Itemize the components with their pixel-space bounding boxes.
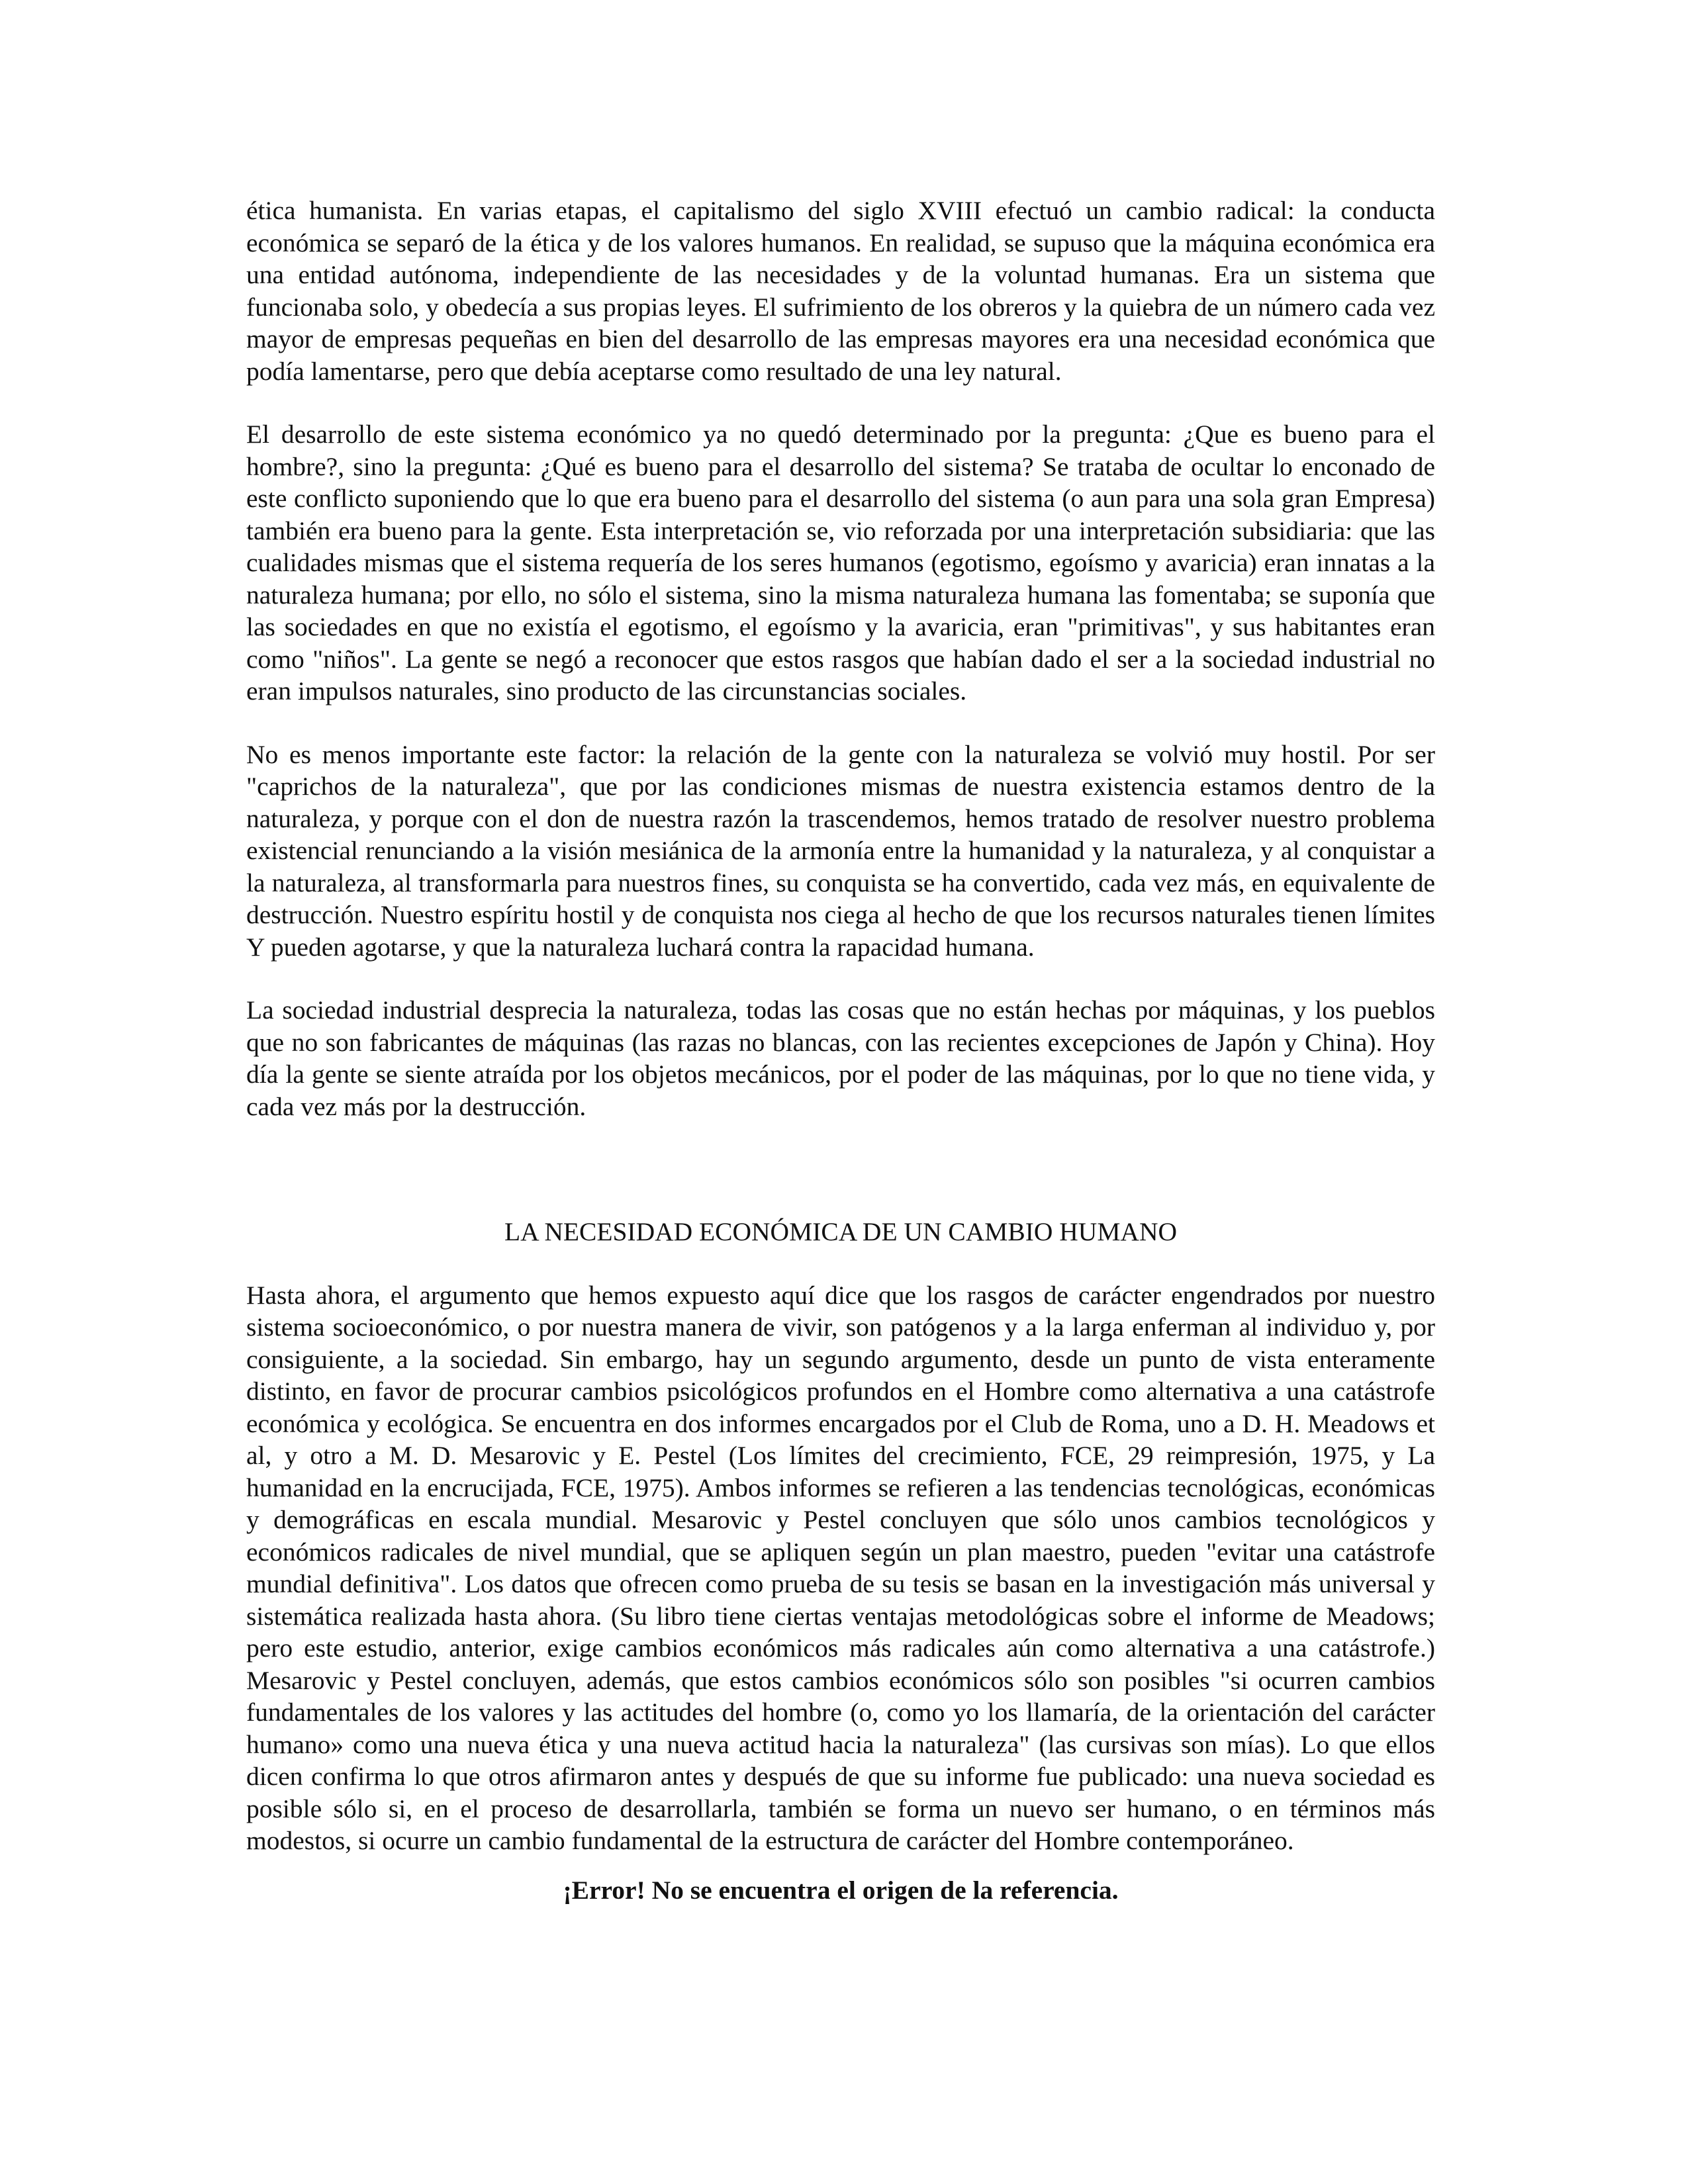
document-page	[246, 195, 1435, 1906]
paragraph-4: La sociedad industrial desprecia la naturaleza, todas las cosas que no están hechas por máquinas, y los pueblos que no son fabricantes de máquinas (las razas no blancas, con las recientes excepciones de Japón y China). Hoy día la gente se siente atraída por los objetos mecánicos, por el poder de las máquinas, por lo que no tiene vida, y cada vez más por la destrucción.	[246, 995, 1435, 1121]
heading-spacer	[246, 1248, 1435, 1279]
footer-spacer	[246, 1857, 1435, 1874]
paragraph-2: El desarrollo de este sistema económico ya no quedó determinado por la pregunta: ¿Que es bueno para el hombre?, sino la pregunta: ¿Qué es bueno para el desarrollo del sistema? Se trataba de ocultar lo enconado de este conflicto suponiendo que lo que era bueno para el desarrollo del sistema (o aun para una sola gran Empresa) también era bueno para la gente. Esta interpretación se, vio reforzada por una interpretación subsidiaria: que las cualidades mismas que el sistema requería de los seres humanos (egotismo, egoísmo y avaricia) eran innatas a la naturaleza humana; por ello, no sólo el sistema, sino la misma naturaleza humana las fomentaba; se suponía que las sociedades en que no existía el egotismo, el egoísmo y la avaricia, eran "primitivas", y sus habitantes eran como "niños". La gente se negó a reconocer que estos rasgos que habían dado el ser a la sociedad industrial no eran impulsos naturales, sino producto de las circunstancias sociales.	[246, 420, 1435, 705]
paragraph-spacer	[246, 387, 1435, 418]
paragraph-1: ética humanista. En varias etapas, el capitalismo del siglo XVIII efectuó un cambio radical: la conducta económica se separó de la ética y de los valores humanos. En realidad, se supuso que la máquina económica era una entidad autónoma, independiente de las necesidades y de la voluntad humanas. Era un sistema que funcionaba solo, y obedecía a sus propias leyes. El sufrimiento de los obreros y la quiebra de un número cada vez mayor de empresas pequeñas en bien del desarrollo de las empresas mayores era una necesidad económica que podía lamentarse, pero que debía aceptarse como resultado de una ley natural.	[246, 196, 1435, 386]
paragraph-3: No es menos importante este factor: la relación de la gente con la naturaleza se volvió muy hostil. Por ser "caprichos de la naturaleza", que por las condiciones mismas de nuestra existencia estamos dentro de la naturaleza, y porque con el don de nuestra razón la trascendemos, hemos tratado de resolver nuestro problema existencial renunciando a la visión mesiánica de la armonía entre la humanidad y la naturaleza, y al conquistar a la naturaleza, al transformarla para nuestros fines, su conquista se ha convertido, cada vez más, en equivalente de destrucción. Nuestro espíritu hostil y de conquista nos ciega al hecho de que los recursos naturales tienen límites Y pueden agotarse, y que la naturaleza luchará contra la rapacidad humana.	[246, 739, 1435, 962]
reference-error-text: ¡Error! No se encuentra el origen de la referencia.	[563, 1875, 1119, 1905]
paragraph-spacer	[246, 707, 1435, 739]
paragraph-spacer	[246, 963, 1435, 994]
section-spacer	[246, 1122, 1435, 1216]
section-heading: LA NECESIDAD ECONÓMICA DE UN CAMBIO HUMANO	[504, 1217, 1178, 1246]
section-paragraph: Hasta ahora, el argumento que hemos expuesto aquí dice que los rasgos de carácter engendrados por nuestro sistema socioeconómico, o por nuestra manera de vivir, son patógenos y a la larga enferman al individuo y, por consiguiente, a la sociedad. Sin embargo, hay un segundo argumento, desde un punto de vista enteramente distinto, en favor de procurar cambios psicológicos profundos en el Hombre como alternativa a una catástrofe económica y ecológica. Se encuentra en dos informes encargados por el Club de Roma, uno a D. H. Meadows et al, y otro a M. D. Mesarovic y E. Pestel (Los límites del crecimiento, FCE, 29 reimpresión, 1975, y La humanidad en la encrucijada, FCE, 1975). Ambos informes se refieren a las tendencias tecnológicas, económicas y demográficas en escala mundial. Mesarovic y Pestel concluyen que sólo unos cambios tecnológicos y económicos radicales de nivel mundial, que se apliquen según un plan maestro, pueden "evitar una catástrofe mundial definitiva". Los datos que ofrecen como prueba de su tesis se basan en la investigación más universal y sistemática realizada hasta ahora. (Su libro tiene ciertas ventajas metodológicas sobre el informe de Meadows; pero este estudio, anterior, exige cambios económicos más radicales aún como alternativa a una catástrofe.) Mesarovic y Pestel concluyen, además, que estos cambios económicos sólo son posibles "si ocurren cambios fundamentales de los valores y las actitudes del hombre (o, como yo los llamaría, de la orientación del carácter humano» como una nueva ética y una nueva actitud hacia la naturaleza" (las cursivas son mías). Lo que ellos dicen confirma lo que otros afirmaron antes y después de que su informe fue publicado: una nueva sociedad es posible sólo si, en el proceso de desarrollarla, también se forma un nuevo ser humano, o en términos más modestos, si ocurre un cambio fundamental de la estructura de carácter del Hombre contemporáneo.	[246, 1280, 1435, 1855]
